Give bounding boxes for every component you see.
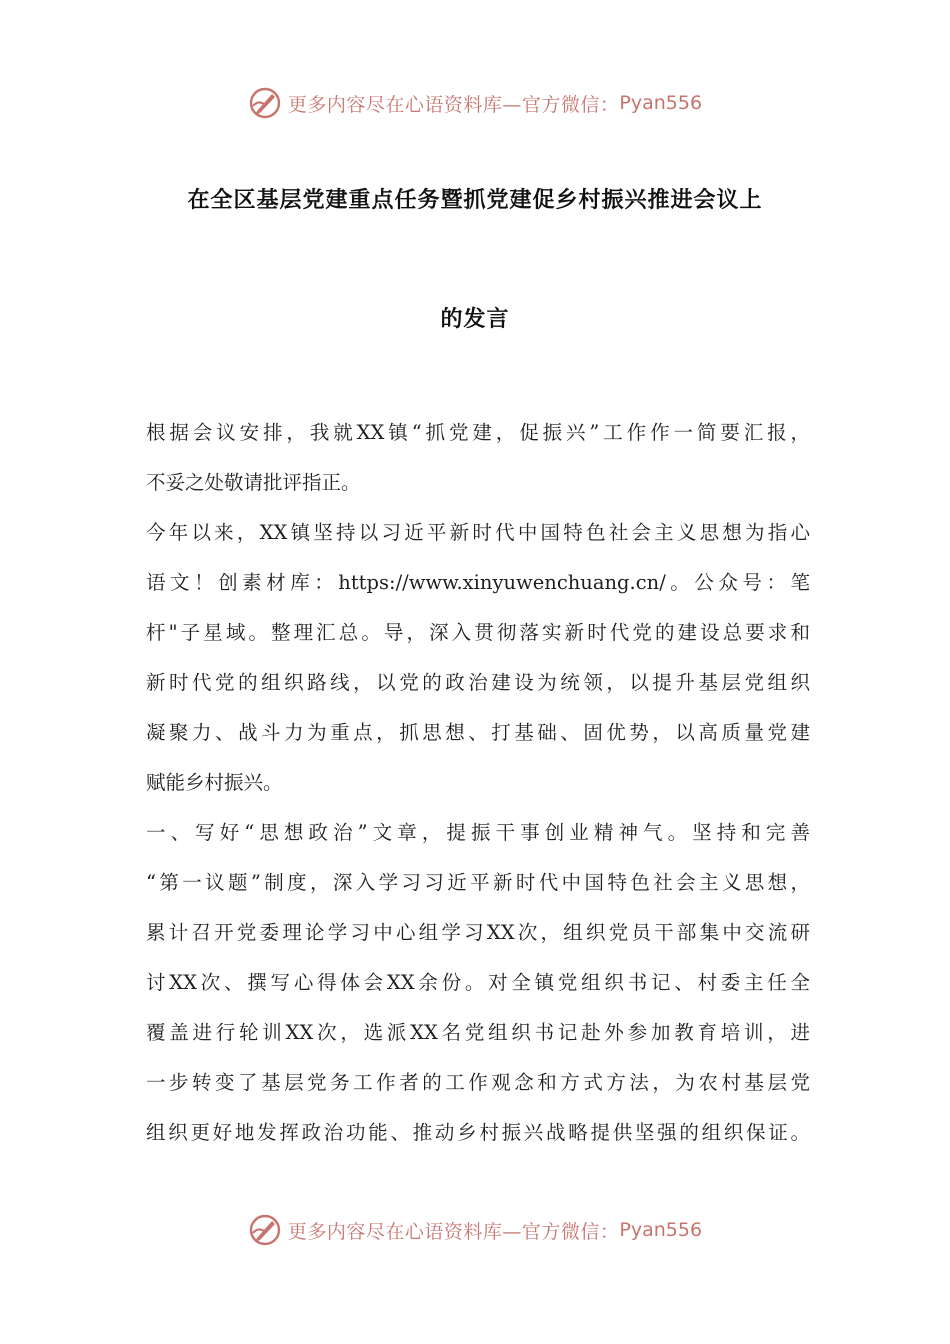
body-line: 组织更好地发挥政治功能、推动乡村振兴战略提供坚强的组织保证。 bbox=[146, 1121, 810, 1144]
body-line: 今年以来，XX镇坚持以习近平新时代中国特色社会主义思想为指心 bbox=[146, 521, 810, 544]
document-title-line-1: 在全区基层党建重点任务暨抓党建促乡村振兴推进会议上 bbox=[187, 188, 763, 213]
body-line: 语文！创素材库：https://www.xinyuwenchuang.cn/。公众号：笔 bbox=[146, 571, 810, 594]
watermark-text: 更多内容尽在心语资料库—官方微信： bbox=[287, 1220, 620, 1243]
body-line: 累计召开党委理论学习中心组学习XX次，组织党员干部集中交流研 bbox=[146, 921, 810, 944]
body-line: 赋能乡村振兴。 bbox=[146, 771, 283, 794]
watermark-banner-bottom bbox=[0, 1208, 950, 1252]
body-line: 一、写好“思想政治”文章，提振干事创业精神气。坚持和完善 bbox=[146, 821, 810, 844]
watermark-wechat-id: Pyan556 bbox=[619, 92, 703, 114]
body-line: 凝聚力、战斗力为重点，抓思想、打基础、固优势，以高质量党建 bbox=[146, 721, 810, 744]
document-title-line-2: 的发言 bbox=[440, 307, 510, 332]
watermark-banner-top bbox=[0, 81, 950, 125]
body-line: “第一议题”制度，深入学习习近平新时代中国特色社会主义思想， bbox=[146, 871, 810, 894]
watermark-wechat-id: Pyan556 bbox=[619, 1219, 703, 1241]
body-line: 杆"子星域。整理汇总。导，深入贯彻落实新时代党的建设总要求和 bbox=[146, 621, 810, 644]
pen-circle-logo-icon bbox=[248, 86, 282, 120]
pen-circle-logo-icon bbox=[248, 1213, 282, 1247]
body-line: 讨XX次、撰写心得体会XX余份。对全镇党组织书记、村委主任全 bbox=[146, 971, 810, 994]
body-line: 覆盖进行轮训XX次，选派XX名党组织书记赴外参加教育培训，进 bbox=[146, 1021, 810, 1044]
watermark-text: 更多内容尽在心语资料库—官方微信： bbox=[287, 93, 620, 116]
body-line: 一步转变了基层党务工作者的工作观念和方式方法，为农村基层党 bbox=[146, 1071, 810, 1094]
document-body bbox=[146, 413, 810, 1163]
body-line: 新时代党的组织路线，以党的政治建设为统领，以提升基层党组织 bbox=[146, 671, 810, 694]
body-line: 根据会议安排，我就XX镇“抓党建，促振兴”工作作一简要汇报， bbox=[146, 421, 810, 444]
body-line: 不妥之处敬请批评指正。 bbox=[146, 471, 361, 494]
